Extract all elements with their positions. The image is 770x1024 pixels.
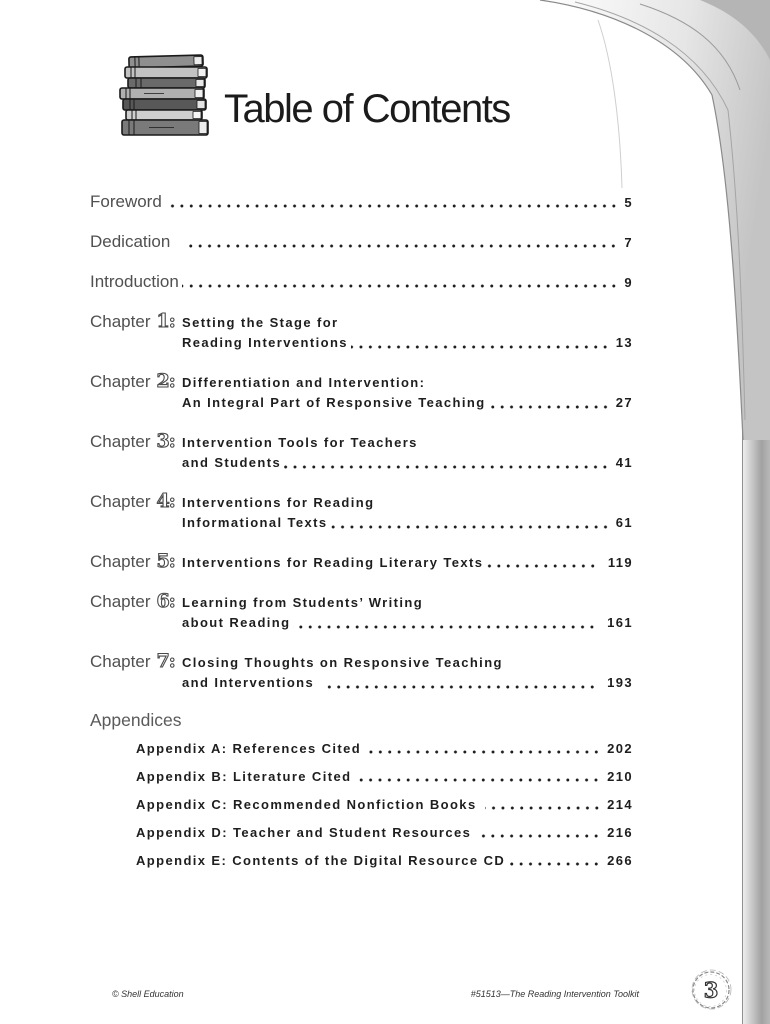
toc-entry-line: [90, 431, 633, 452]
entry-label: Dedication: [90, 232, 171, 251]
chapter-number: 6:: [156, 590, 175, 612]
page-number-badge: [689, 968, 733, 1012]
dot-leader: [165, 191, 620, 212]
appendices-list: [90, 735, 633, 875]
chapter-title: Differentiation and Intervention:: [182, 375, 426, 390]
page-number: 214: [607, 797, 633, 812]
toc-entry-appendix-e: [136, 847, 633, 875]
toc-entry-appendix-c: [136, 791, 633, 819]
toc-entry-chapter-7: [90, 651, 633, 711]
page-number: 161: [607, 615, 633, 630]
chapter-heading: [90, 551, 182, 572]
page-number: 202: [607, 741, 633, 756]
chapter-title-continued: and Students: [182, 455, 282, 470]
book: [128, 78, 205, 88]
chapter-number: 1:: [156, 310, 175, 332]
appendices-heading: Appendices: [90, 710, 182, 730]
page-number: 193: [607, 675, 633, 690]
chapter-title-continued: An Integral Part of Responsive Teaching: [182, 395, 486, 410]
chapter-number: 7:: [156, 650, 175, 672]
page-number: 13: [615, 335, 633, 350]
footer-page-number: 3: [703, 977, 719, 1003]
chapter-label: Chapter: [90, 552, 151, 571]
toc-entry-line: [90, 371, 633, 392]
table-of-contents: [90, 191, 633, 875]
toc-entry-line: [90, 332, 633, 353]
dot-leader: [184, 231, 619, 252]
book: [122, 120, 208, 135]
dot-leader: [182, 271, 620, 292]
dot-leader: [293, 612, 598, 633]
appendix-title: Appendix C: Recommended Nonfiction Books: [136, 797, 477, 812]
book: [126, 110, 202, 120]
dot-leader: [354, 763, 602, 791]
chapter-number: 4:: [156, 490, 175, 512]
dot-leader: [479, 819, 602, 847]
toc-entry-line: [90, 231, 633, 252]
footer-publisher: © Shell Education: [112, 989, 184, 999]
dot-leader: [486, 551, 598, 572]
dot-leader: [508, 847, 602, 875]
page-number: 9: [624, 275, 633, 290]
toc-entry-chapter-3: [90, 431, 633, 491]
toc-entry-line: [90, 311, 633, 332]
book: [120, 88, 204, 99]
dot-leader: [331, 512, 611, 533]
toc-entry-line: [90, 512, 633, 533]
dot-leader: [485, 791, 603, 819]
appendix-title: Appendix A: References Cited: [136, 741, 362, 756]
chapter-heading: [90, 311, 182, 332]
page-number: 5: [624, 195, 633, 210]
page-number: 7: [624, 235, 633, 250]
toc-entry-line: [90, 191, 633, 212]
chapter-label: Chapter: [90, 492, 151, 511]
toc-entry-line: [90, 651, 633, 672]
dot-leader: [489, 392, 611, 413]
toc-entry-chapter-5: [90, 551, 633, 591]
chapter-heading: [90, 431, 182, 452]
chapter-title: Closing Thoughts on Responsive Teaching: [182, 655, 503, 670]
chapter-heading: [90, 491, 182, 512]
footer-product: #51513—The Reading Intervention Toolkit: [470, 989, 639, 999]
toc-entry-chapter-6: [90, 591, 633, 651]
page-title: Table of Contents: [224, 87, 510, 131]
chapter-number: 2:: [156, 370, 175, 392]
chapter-label: Chapter: [90, 652, 151, 671]
appendix-title: Appendix B: Literature Cited: [136, 769, 352, 784]
chapter-title-continued: Informational Texts: [182, 515, 328, 530]
page-number: 119: [607, 555, 633, 570]
dot-leader: [284, 452, 611, 473]
entry-label: Foreword: [90, 192, 162, 211]
chapter-label: Chapter: [90, 592, 151, 611]
page-number: 27: [615, 395, 633, 410]
book-stack-icon: [114, 52, 214, 140]
page-number: 210: [607, 769, 633, 784]
chapter-title: Learning from Students’ Writing: [182, 595, 424, 610]
toc-entry-appendix-d: [136, 819, 633, 847]
toc-entry-appendix-b: [136, 763, 633, 791]
chapter-title: Interventions for Reading Literary Texts: [182, 555, 484, 570]
chapter-title-continued: Reading Interventions: [182, 335, 348, 350]
toc-entry-introduction: [90, 271, 633, 311]
book: [129, 55, 203, 68]
toc-entry-chapter-4: [90, 491, 633, 551]
chapter-title-continued: about Reading: [182, 615, 291, 630]
page-number: 61: [615, 515, 633, 530]
chapter-heading: [90, 651, 182, 672]
chapter-heading: [90, 371, 182, 392]
appendix-title: Appendix D: Teacher and Student Resources: [136, 825, 472, 840]
book: [123, 99, 206, 110]
chapter-title-continued: and Interventions: [182, 675, 315, 690]
chapter-number: 5:: [156, 550, 175, 572]
chapter-title: Setting the Stage for: [182, 315, 339, 330]
entry-label: Introduction: [90, 272, 179, 291]
toc-entry-line: [90, 612, 633, 633]
toc-entry-line: [90, 491, 633, 512]
toc-entry-line: [90, 591, 633, 612]
page-number: 216: [607, 825, 633, 840]
toc-entry-line: [90, 452, 633, 473]
chapter-heading: [90, 591, 182, 612]
page-number: 41: [615, 455, 633, 470]
toc-entry-line: [90, 551, 633, 572]
chapter-label: Chapter: [90, 312, 151, 331]
book: [125, 67, 207, 78]
toc-entry-line: [90, 392, 633, 413]
chapter-title: Intervention Tools for Teachers: [182, 435, 418, 450]
toc-entry-appendix-a: [136, 735, 633, 763]
chapter-label: Chapter: [90, 432, 151, 451]
dot-leader: [364, 735, 602, 763]
appendix-title: Appendix E: Contents of the Digital Resource CD: [136, 853, 506, 868]
chapter-title: Interventions for Reading: [182, 495, 375, 510]
chapter-label: Chapter: [90, 372, 151, 391]
dot-leader: [322, 672, 598, 693]
chapter-number: 3:: [156, 430, 175, 452]
toc-entry-line: [90, 271, 633, 292]
toc-entry-line: [90, 672, 633, 693]
toc-entry-chapter-1: [90, 311, 633, 371]
toc-entry-chapter-2: [90, 371, 633, 431]
toc-entry-foreword: [90, 191, 633, 231]
toc-entry-dedication: [90, 231, 633, 271]
page-number: 266: [607, 853, 633, 868]
dot-leader: [351, 332, 611, 353]
